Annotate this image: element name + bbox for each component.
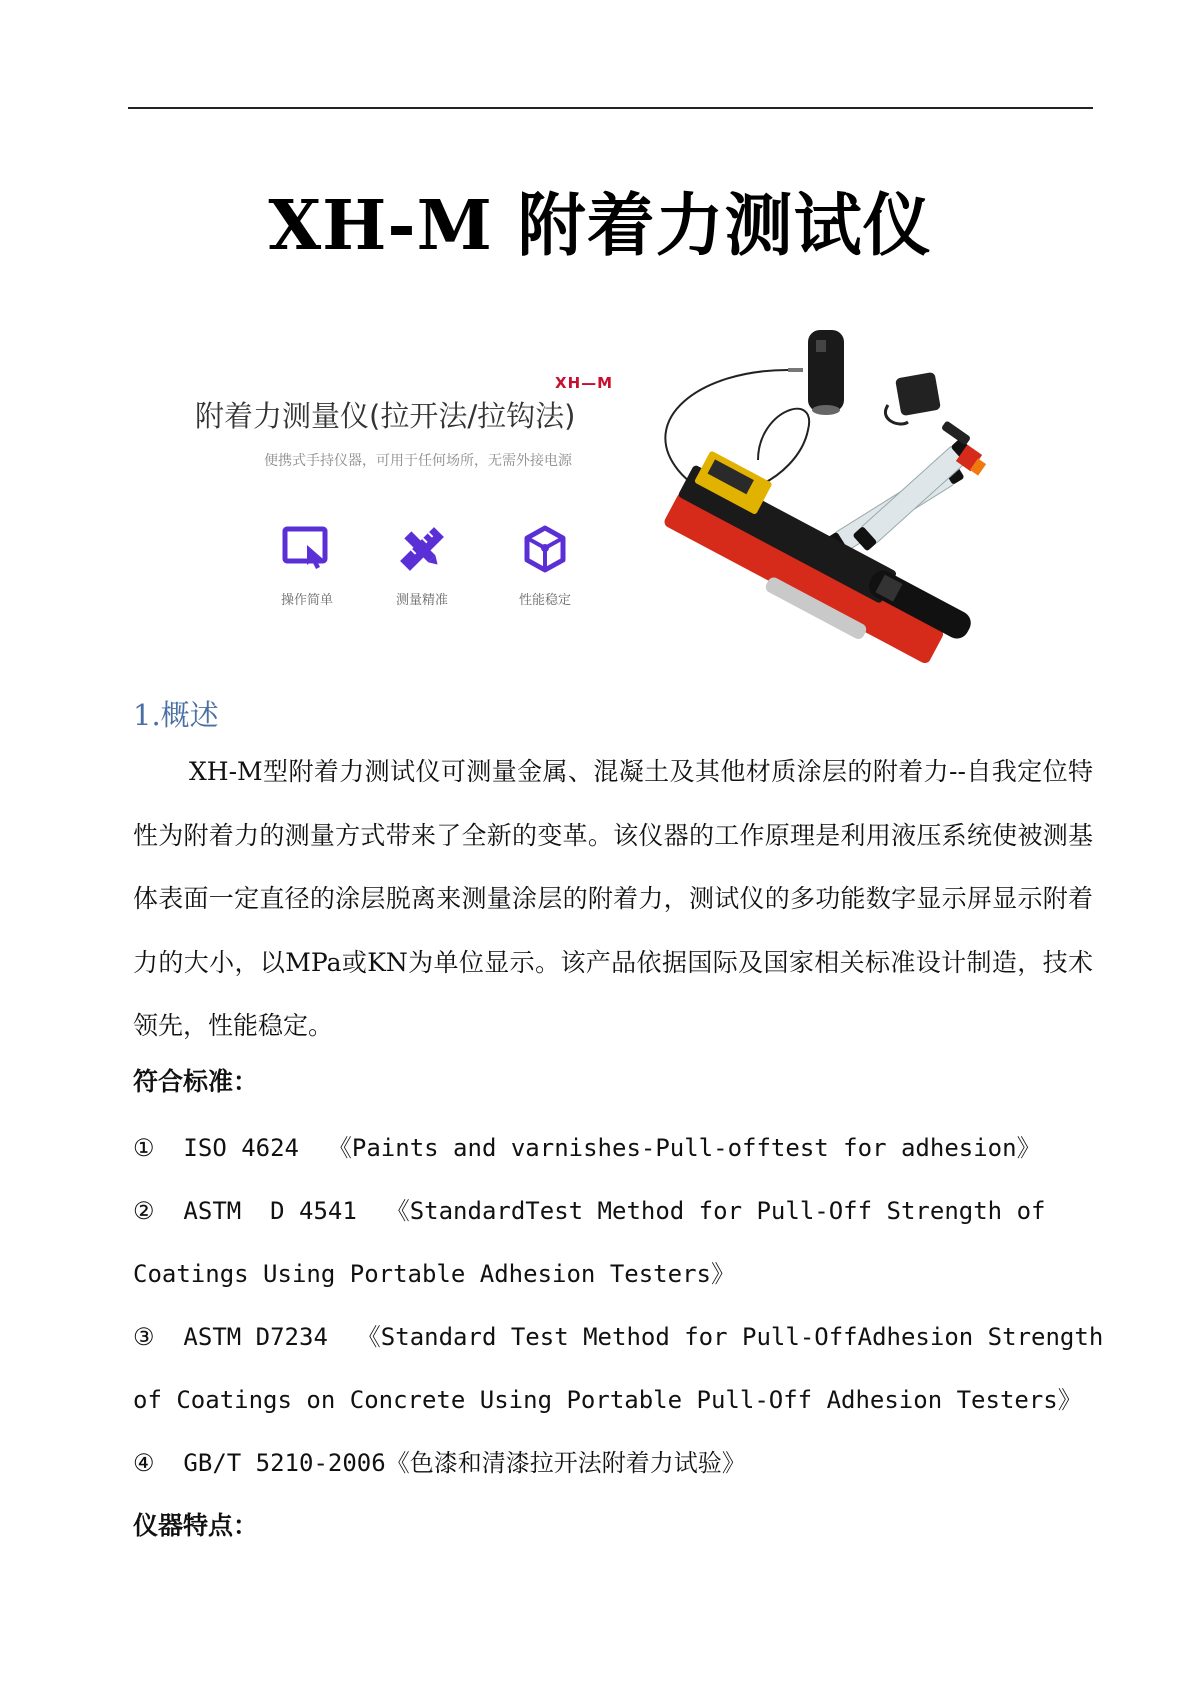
feature-accurate: [367, 525, 477, 608]
cube-icon: [519, 525, 571, 573]
feature-stable: [490, 525, 600, 608]
standard-item: ① ISO 4624 《Paints and varnishes-Pull-offtest for adhesion》: [133, 1134, 1041, 1162]
standard-item-continued: of Coatings on Concrete Using Portable Pull-Off Adhesion Testers》: [133, 1386, 1082, 1414]
product-photo: [638, 330, 1058, 680]
features-label: 仪器特点：: [133, 1511, 259, 1540]
feature-easy-operation: [252, 525, 362, 608]
header-rule: [128, 107, 1093, 109]
banner-brand: XH—M: [555, 374, 614, 392]
feature-label: 性能稳定: [518, 593, 571, 608]
banner-title: 附着力测量仪(拉开法/拉钩法): [195, 399, 576, 433]
overview-paragraph: XH-M型附着力测试仪可测量金属、混凝土及其他材质涂层的附着力--自我定位特性为附着力的测量方式带来了全新的变革。该仪器的工作原理是利用液压系统使被测基体表面一定直径的涂层脱离来测量涂层的附着力，测试仪的多功能数字显示屏显示附着力的大小，以MPa或KN为单位显示。该产品依据国际及国家相关标准设计制造，技术领先，性能稳定。: [133, 757, 1093, 1040]
feature-label: 测量精准: [395, 593, 448, 608]
document-title: XH-M 附着力测试仪: [268, 186, 932, 266]
product-banner: [178, 320, 1058, 680]
standard-item: ② ASTM D 4541 《StandardTest Method for Pull-Off Strength of: [133, 1197, 1046, 1225]
banner-subtitle: 便携式手持仪器，可用于任何场所，无需外接电源: [264, 453, 572, 469]
section-heading-overview: 1.概述: [133, 698, 219, 732]
standard-item-continued: Coatings Using Portable Adhesion Testers》: [133, 1260, 735, 1288]
standards-label: 符合标准：: [133, 1067, 259, 1096]
ruler-pencil-icon: [396, 525, 448, 573]
standard-item: ③ ASTM D7234 《Standard Test Method for Pull-OffAdhesion Strength: [133, 1323, 1104, 1351]
feature-label: 操作简单: [280, 593, 333, 608]
touch-screen-icon: [281, 525, 333, 573]
standard-item: ④ GB/T 5210-2006《色漆和清漆拉开法附着力试验》: [133, 1449, 746, 1477]
